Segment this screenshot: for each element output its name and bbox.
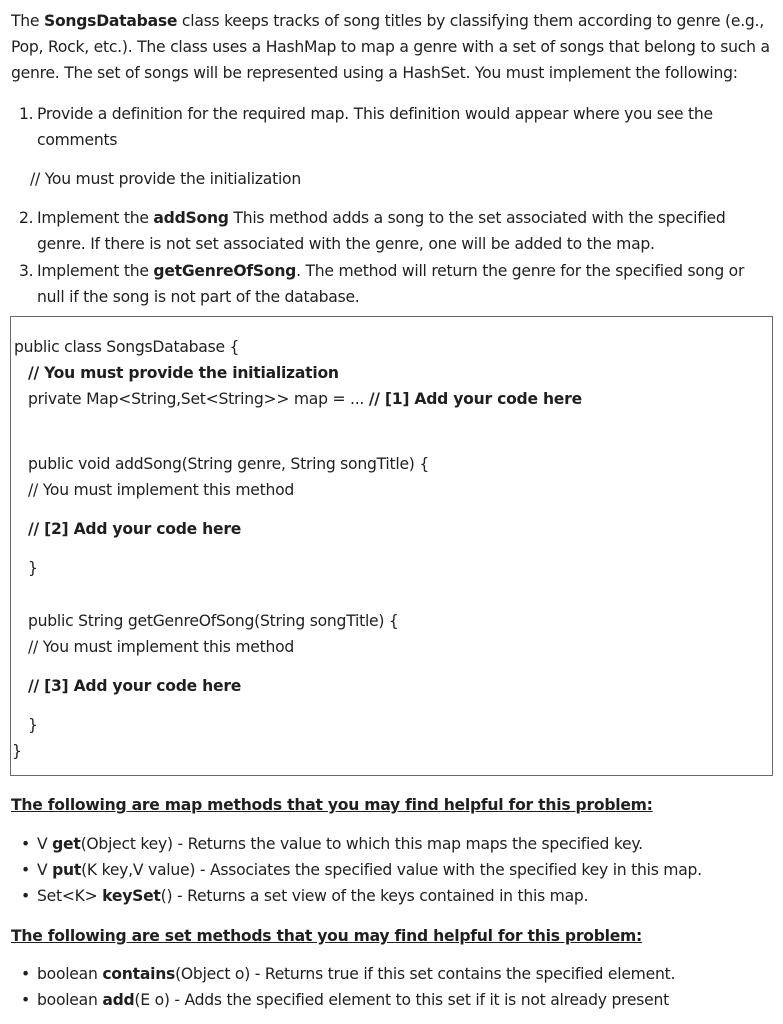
code-add-2: // [2] Add your code here [28,520,242,538]
bullet-dot: • [21,991,30,1009]
list-item-text: V get(Object key) - Returns the value to which this map maps the specified key. [37,835,643,853]
requirement-3 [19,258,771,310]
requirement-text: Provide a definition for the required map. This definition would appear where you see the comments [37,105,713,149]
method-name: getGenreOfSong [153,262,297,280]
code-close-class: } [12,742,22,760]
code-add-1: // [1] Add your code here [368,390,582,408]
requirement-1 [19,101,771,153]
list-item-text: V put(K key,V value) - Associates the specified value with the specified key in this map. [37,861,702,879]
list-item-text: boolean add(E o) - Adds the specified element to this set if it is not already present [37,991,669,1009]
requirement-text: Implement the getGenreOfSong. The method will return the genre for the specified song or null if the song is not part of the database. [37,262,745,306]
intro-paragraph [11,8,773,86]
list-item-text: boolean contains(Object o) - Returns true if this set contains the specified element. [37,965,676,983]
code-close-brace-1: } [28,559,38,577]
code-class-decl: public class SongsDatabase { [14,338,240,356]
class-name: SongsDatabase [43,12,178,30]
intro-text-1: The [11,12,44,30]
map-methods-heading: The following are map methods that you may find helpful for this problem: [11,796,653,814]
method-name: addSong [153,209,229,227]
code-init-comment: // You must provide the initialization [28,364,339,382]
requirement-text: Implement the addSong This method adds a song to the set associated with the specified genre. If there is not set associated with the genre, one will be added to the map. [37,209,726,253]
requirement-number: 2. [19,209,34,227]
code-add-3: // [3] Add your code here [28,677,242,695]
code-box [10,316,773,776]
requirement-2 [19,205,771,257]
code-map-decl: private Map<String,Set<String>> map = ... // [1] Add your code here [28,390,582,408]
code-close-brace-2: } [28,716,38,734]
code-impl-comment-1: // You must implement this method [28,481,295,499]
bullet-dot: • [21,887,30,905]
code-impl-comment-2: // You must implement this method [28,638,295,656]
requirement-number: 3. [19,262,34,280]
requirement-number: 1. [19,105,34,123]
init-comment-note: // You must provide the initialization [30,170,301,188]
bullet-dot: • [21,835,30,853]
bullet-dot: • [21,861,30,879]
bullet-dot: • [21,965,30,983]
set-methods-heading: The following are set methods that you may find helpful for this problem: [11,927,643,945]
code-addsong-signature: public void addSong(String genre, String songTitle) { [28,455,430,473]
code-getgenre-signature: public String getGenreOfSong(String songTitle) { [28,612,399,630]
list-item-text: Set<K> keySet() - Returns a set view of the keys contained in this map. [37,887,589,905]
intro-text-2: class keeps tracks of song titles by classifying them according to genre (e.g., Pop, Rock, etc.). The class uses a HashMap to map a genre with a set of songs that belong to such a genre. The set of songs will be represented using a HashSet. You must implement the following: [11,12,770,82]
